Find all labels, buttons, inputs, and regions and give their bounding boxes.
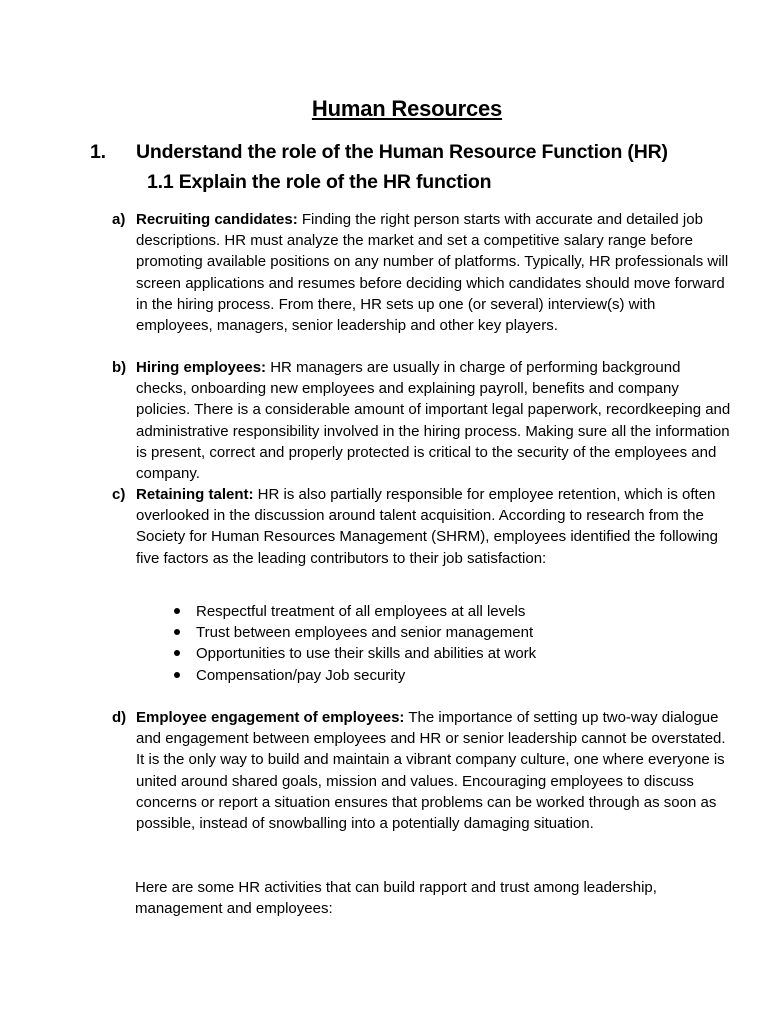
list-item-lead: Recruiting candidates: [136, 211, 298, 228]
list-item-hiring [112, 357, 732, 484]
section-heading [90, 141, 668, 164]
document-title: Human Resources [311, 96, 503, 121]
bullet-item [172, 643, 712, 664]
list-marker: d) [112, 709, 127, 726]
list-item-text [136, 707, 732, 834]
bullet-item [172, 665, 712, 686]
bullet-icon [174, 608, 180, 614]
bullet-text: Compensation/pay Job security [196, 666, 406, 684]
list-item-body: HR managers are usually in charge of performing background checks, onboarding new employees and explaining payroll, benefits and company policies. There is a considerable amount of important legal paperwork, recordkeeping and administrative responsibility involved in the hiring process. Making sure all the information is present, correct and properly protected is critical to the security of the employees and company. [136, 359, 731, 483]
list-marker: c) [112, 486, 126, 503]
bullet-icon [174, 672, 180, 678]
section-number: 1. [90, 141, 106, 163]
list-marker: b) [112, 359, 127, 376]
bullet-item [172, 622, 712, 643]
bullet-text: Respectful treatment of all employees at all levels [196, 603, 526, 620]
list-item-text [136, 357, 732, 484]
list-item-lead: Hiring employees: [136, 359, 267, 376]
bullet-item [172, 601, 712, 622]
list-item-body: Finding the right person starts with accurate and detailed job descriptions. HR must analyze the market and set a competitive salary range before promoting available positions on any number of platforms. Typically, HR professionals will screen applications and resumes before deciding which candidates should move forward in the hiring process. From there, HR sets up one (or several) interview(s) with employees, managers, senior leadership and other key players. [136, 211, 729, 335]
bullet-icon [174, 650, 180, 656]
bullet-text: Trust between employees and senior management [196, 624, 534, 642]
list-marker: a) [112, 211, 126, 228]
bullet-icon [174, 629, 180, 635]
subsection-heading: 1.1 Explain the role of the HR function [147, 171, 492, 193]
list-item-lead: Retaining talent: [136, 486, 254, 503]
list-item-engagement [112, 707, 732, 834]
list-item-recruiting [112, 209, 732, 336]
list-item-text [136, 209, 732, 336]
list-item-body: The importance of setting up two-way dialogue and engagement between employees and HR or senior leadership cannot be overstated. It is the only way to build and maintain a vibrant company culture, one where everyone is united around shared goals, mission and values. Encouraging employees to discuss concerns or report a situation ensures that problems can be worked through as soon as possible, instead of snowballing into a potentially damaging situation. [136, 709, 726, 833]
list-item-text [136, 484, 732, 569]
list-item-body: HR is also partially responsible for employee retention, which is often overlooked in the discussion around talent acquisition. According to research from the Society for Human Resources Management (SHRM), employees identified the following five factors as the leading contributors to their job satisfaction: [136, 486, 718, 567]
satisfaction-factors-list [172, 601, 712, 686]
closing-paragraph: Here are some HR activities that can build rapport and trust among leadership, management and employees: [135, 879, 657, 918]
bullet-text: Opportunities to use their skills and abilities at work [196, 645, 537, 663]
list-item-retaining [112, 484, 732, 569]
list-item-lead: Employee engagement of employees: [136, 709, 405, 726]
section-title: Understand the role of the Human Resource Function (HR) [136, 141, 668, 163]
